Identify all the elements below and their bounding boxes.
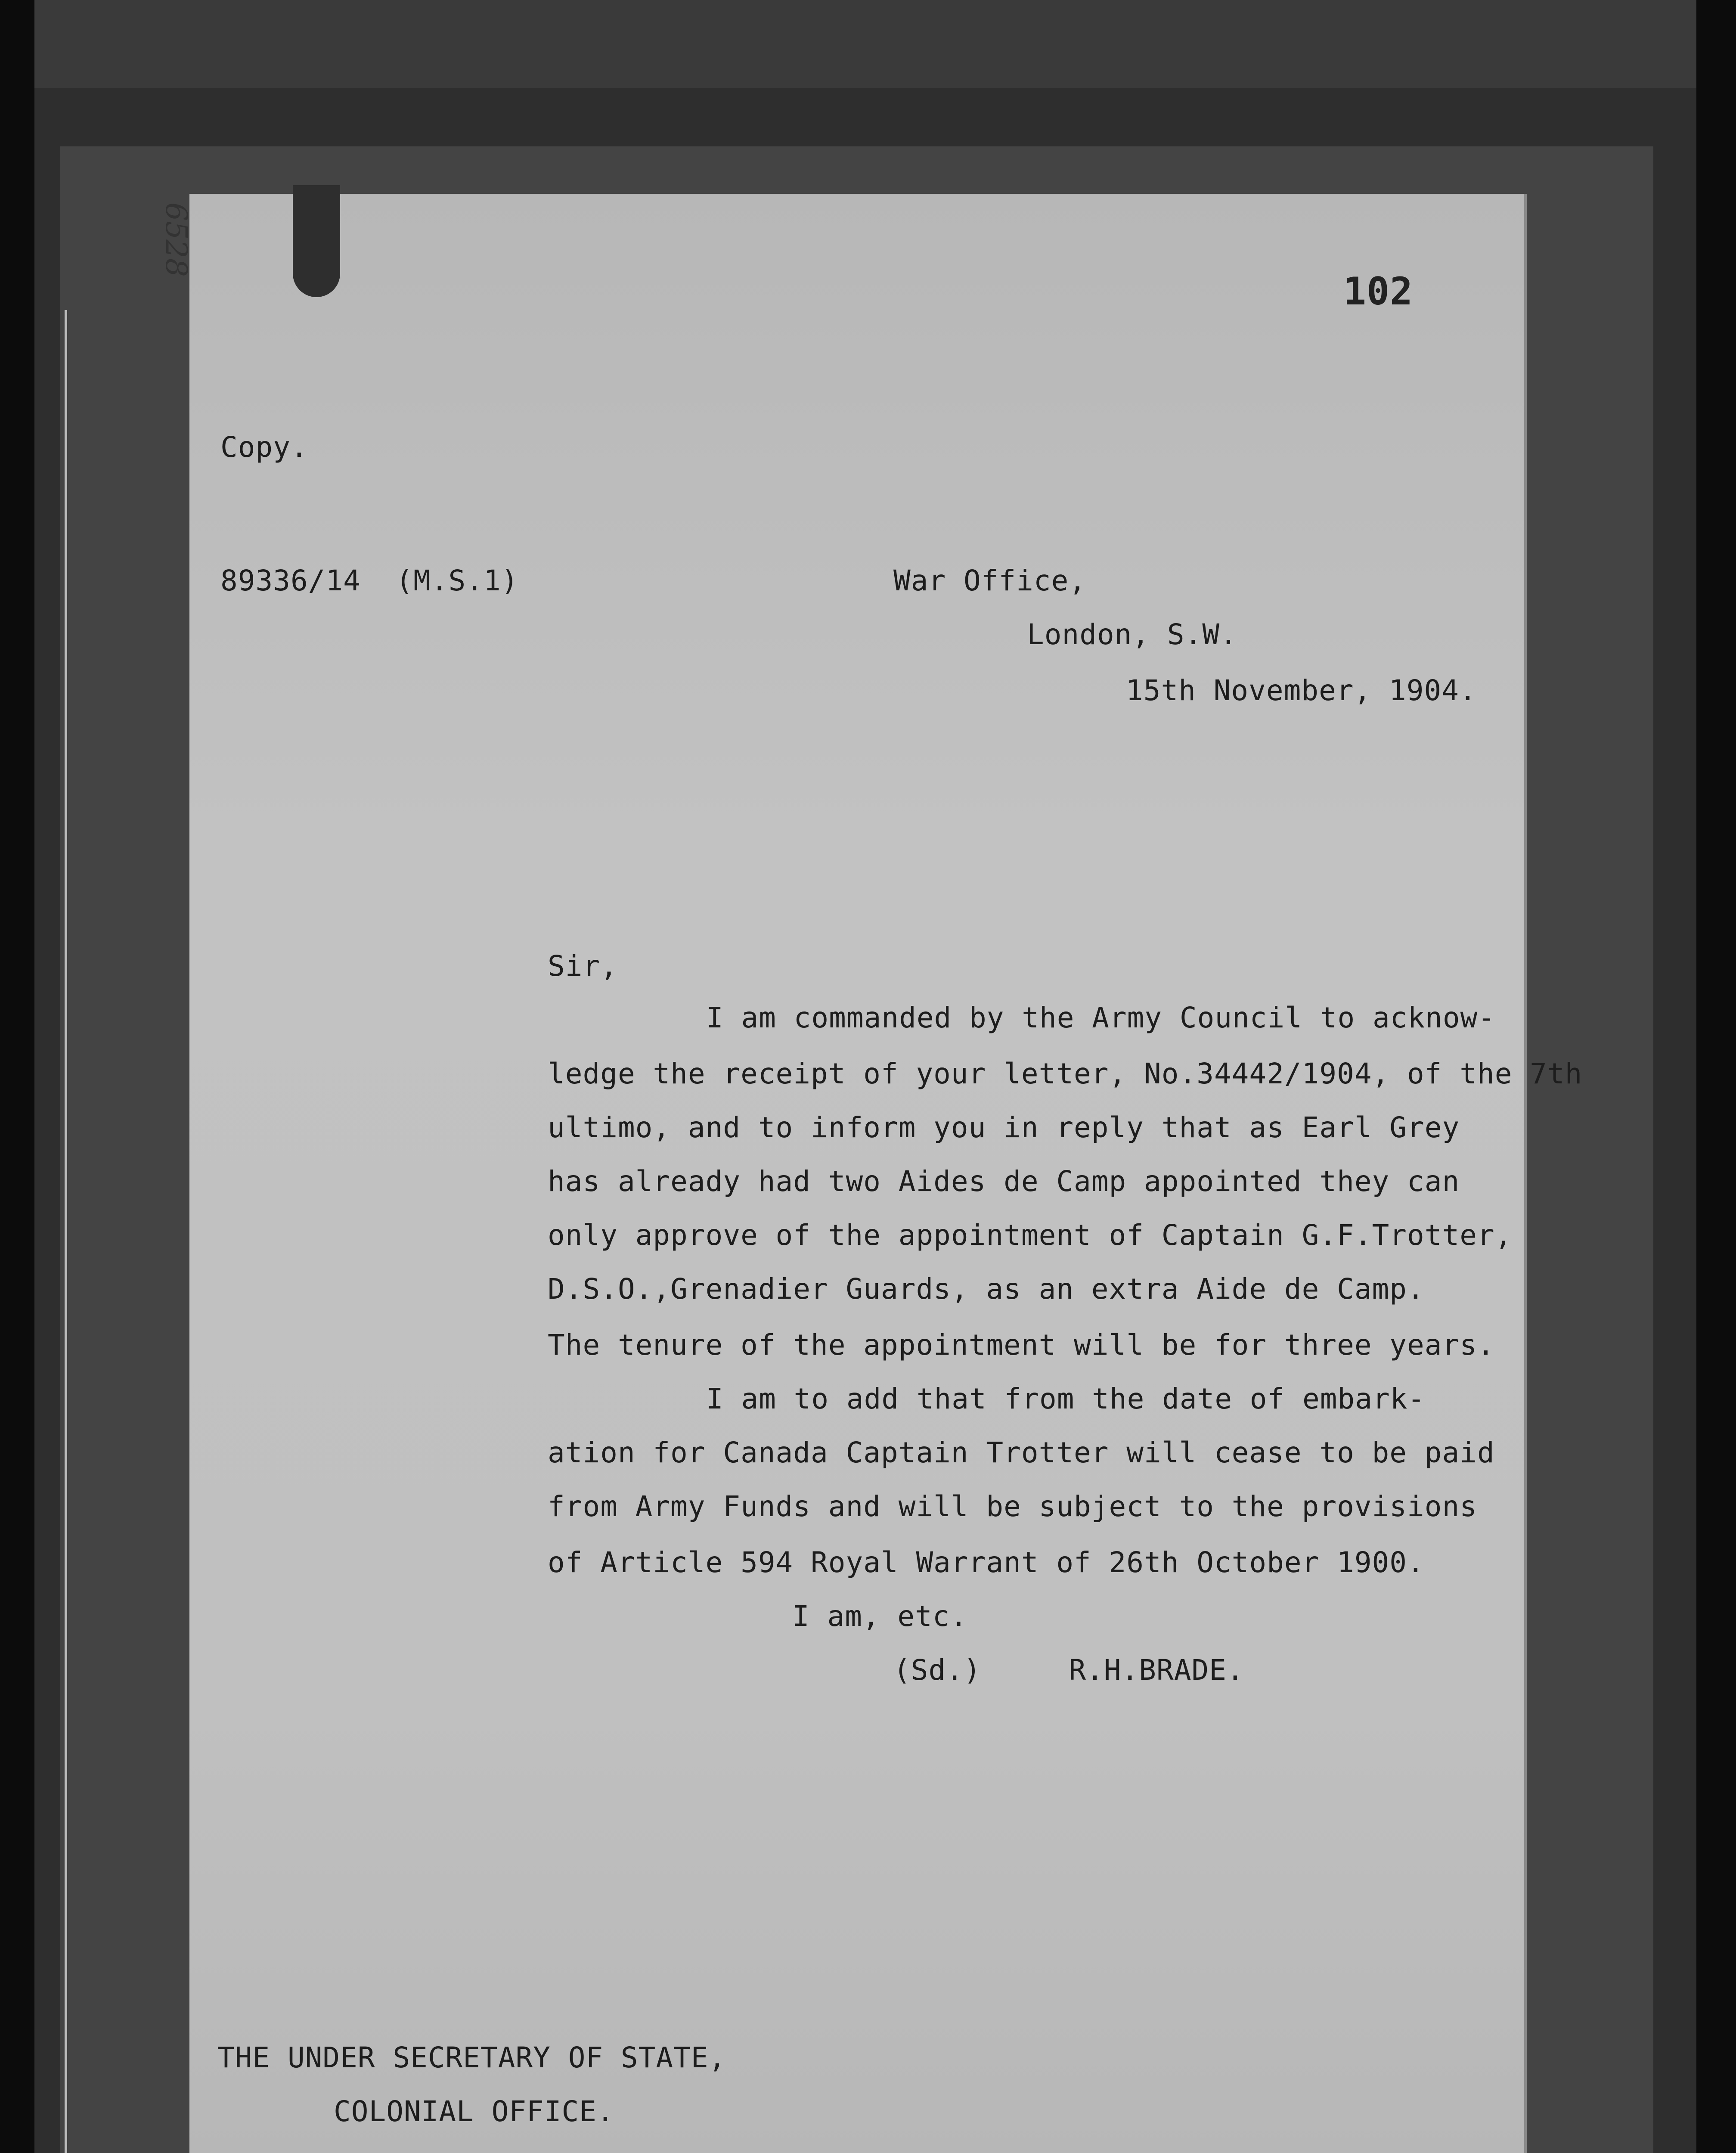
frame-border-line [65, 310, 67, 2153]
recipient-line-2: COLONIAL OFFICE. [334, 2095, 614, 2128]
recipient-line-1: THE UNDER SECRETARY OF STATE, [217, 2041, 726, 2074]
body-line: The tenure of the appointment will be for three years. [548, 1328, 1495, 1362]
body-line: of Article 594 Royal Warrant of 26th October 1900. [548, 1546, 1425, 1579]
address-line-2: London, S.W. [1027, 618, 1237, 651]
body-line: from Army Funds and will be subject to the provisions [548, 1490, 1477, 1523]
body-line: I am commanded by the Army Council to acknow- [706, 1001, 1496, 1034]
body-line: I am to add that from the date of embark- [706, 1382, 1426, 1415]
salutation: Sir, [548, 949, 618, 983]
paper-notch [293, 185, 340, 297]
body-line: ultimo, and to inform you in reply that as Earl Grey [548, 1111, 1460, 1144]
page-number: 102 [1343, 269, 1413, 313]
signature: (Sd.) R.H.BRADE. [893, 1654, 1244, 1687]
body-line: ation for Canada Captain Trotter will cease to be paid [548, 1436, 1495, 1469]
address-line-1: War Office, [893, 564, 1087, 597]
file-reference: 89336/14 (M.S.1) [220, 564, 519, 597]
letter-date: 15th November, 1904. [1126, 674, 1477, 707]
body-line: ledge the receipt of your letter, No.34442/1904, of the 7th [548, 1057, 1583, 1090]
body-line: has already had two Aides de Camp appointed they can [548, 1165, 1460, 1198]
closing: I am, etc. [792, 1600, 968, 1633]
body-line: D.S.O.,Grenadier Guards, as an extra Aide de Camp. [548, 1272, 1425, 1306]
body-line: only approve of the appointment of Captain G.F.Trotter, [548, 1219, 1513, 1252]
copy-label: Copy. [220, 431, 308, 464]
handwritten-note: 6528 [159, 202, 193, 277]
